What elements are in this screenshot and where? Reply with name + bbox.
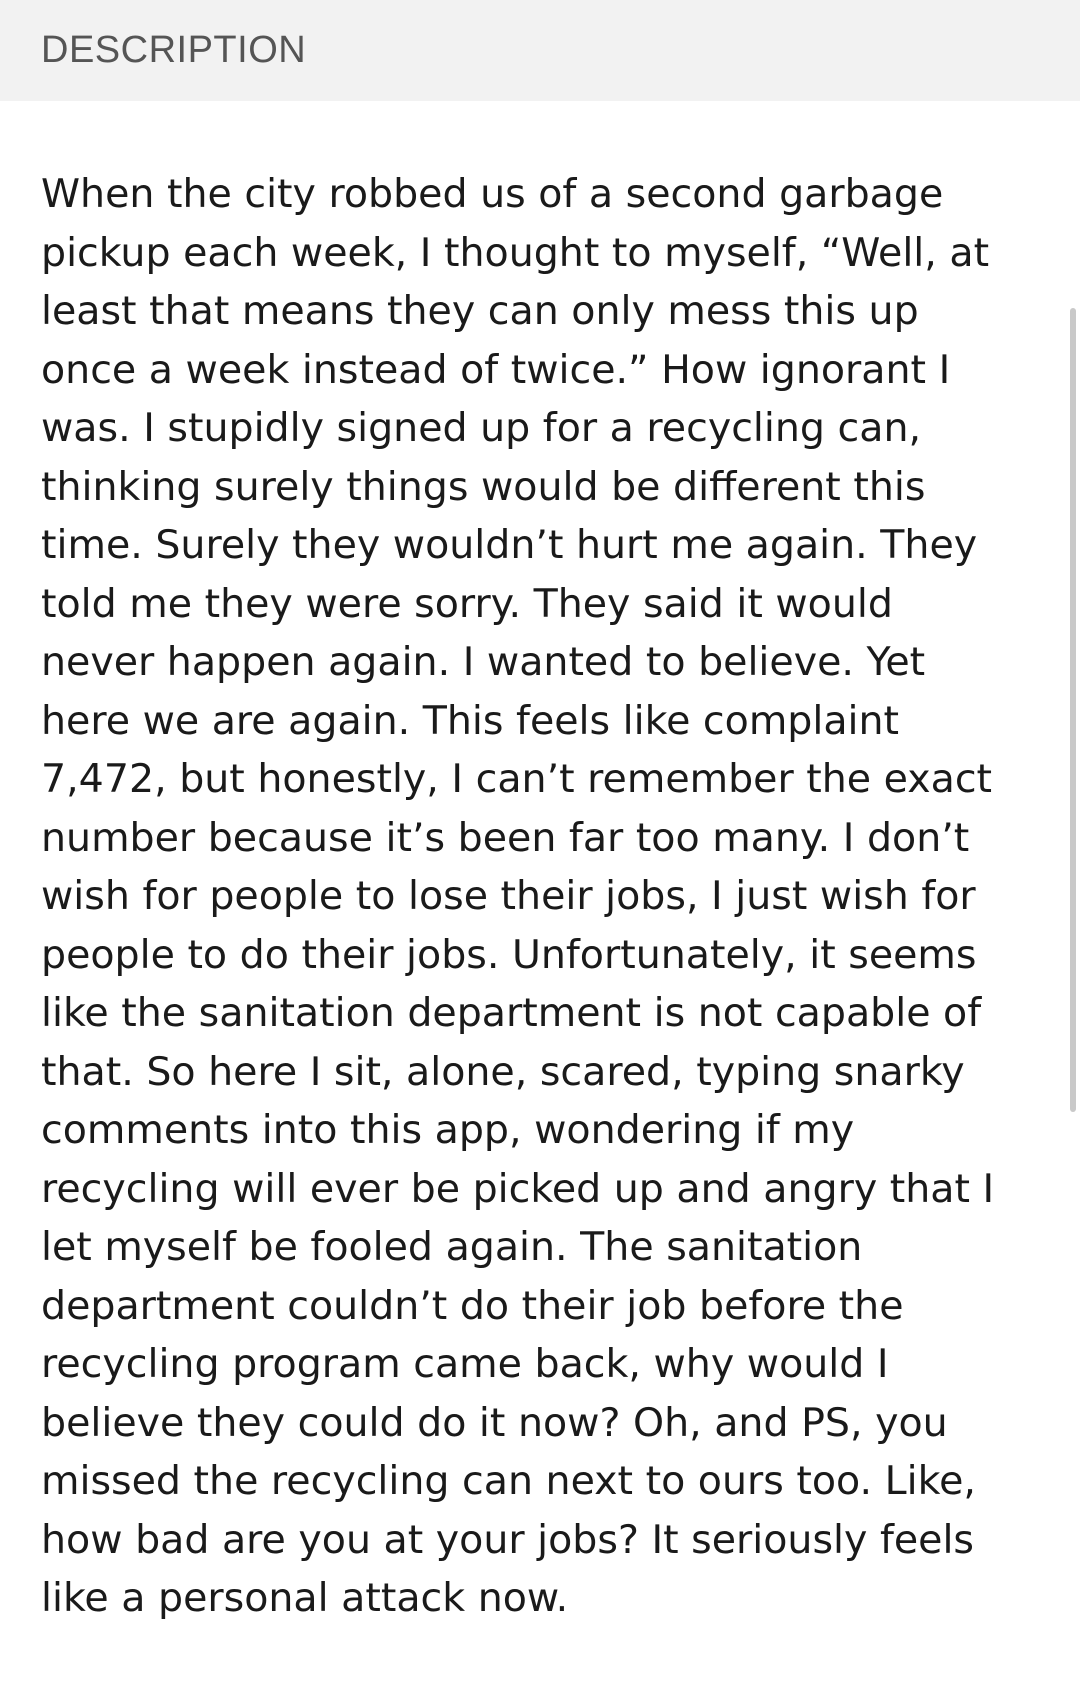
- description-line: When the city robbed us of a second garbage: [41, 171, 944, 217]
- description-line: department couldn’t do their job before the: [41, 1282, 904, 1329]
- description-line: let myself be fooled again. The sanitation: [41, 1224, 863, 1270]
- description-line: thinking surely things would be different this: [41, 463, 926, 510]
- description-line: least that means they can only mess this up: [41, 288, 919, 334]
- description-line: time. Surely they wouldn’t hurt me again. They: [41, 522, 978, 568]
- description-line: missed the recycling can next to ours too. Like,: [41, 1458, 976, 1504]
- section-header: [0, 0, 1080, 101]
- description-line: believe they could do it now? Oh, and PS, you: [41, 1399, 948, 1446]
- description-line: comments into this app, wondering if my: [41, 1107, 855, 1153]
- description-line: once a week instead of twice.” How ignorant I: [41, 346, 951, 393]
- description-line: recycling will ever be picked up and angry that I: [41, 1165, 995, 1212]
- description-line: never happen again. I wanted to believe. Yet: [41, 639, 926, 685]
- scrollbar-thumb[interactable]: [1070, 308, 1076, 1112]
- description-line: recycling program came back, why would I: [41, 1341, 889, 1387]
- description-line: how bad are you at your jobs? It seriously feels: [41, 1516, 975, 1563]
- description-line: that. So here I sit, alone, scared, typing snarky: [41, 1048, 965, 1095]
- description-line: number because it’s been far too many. I don’t: [41, 814, 970, 861]
- scrollbar[interactable]: [1064, 300, 1080, 1120]
- description-line: like the sanitation department is not capable of: [41, 990, 982, 1036]
- description-line: pickup each week, I thought to myself, “Well, at: [41, 229, 990, 276]
- description-line: people to do their jobs. Unfortunately, it seems: [41, 931, 977, 978]
- section-title: DESCRIPTION: [41, 29, 307, 71]
- description-line: wish for people to lose their jobs, I just wish for: [41, 873, 976, 919]
- description-line: here we are again. This feels like complaint: [41, 697, 900, 744]
- description-line: told me they were sorry. They said it would: [41, 580, 893, 627]
- description-text: [41, 165, 1041, 1628]
- description-line: like a personal attack now.: [41, 1575, 569, 1621]
- description-line: 7,472, but honestly, I can’t remember the exact: [41, 756, 993, 802]
- description-line: was. I stupidly signed up for a recycling can,: [41, 405, 922, 451]
